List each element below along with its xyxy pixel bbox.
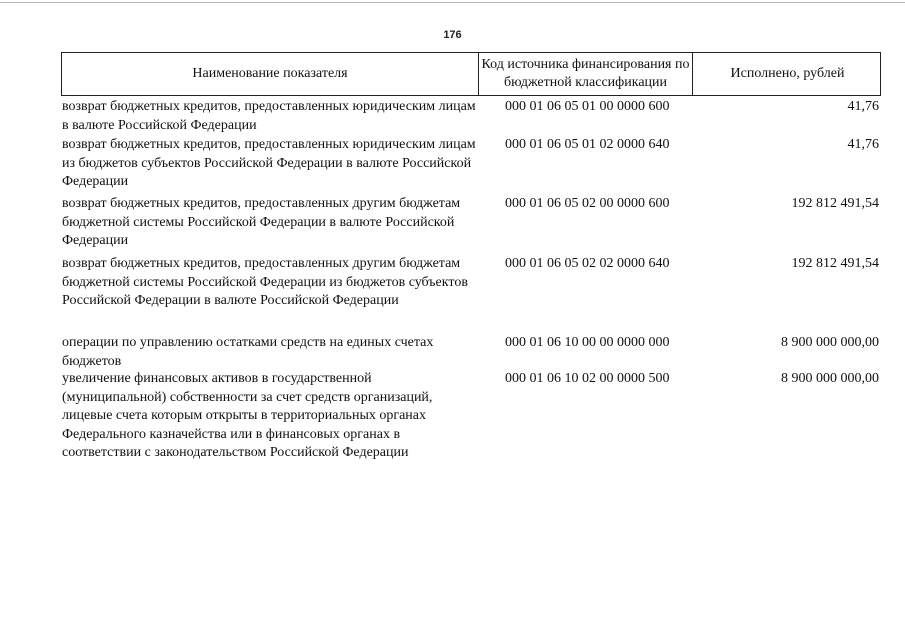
page-number: 176 [443, 29, 462, 41]
table-header [61, 52, 881, 96]
table-row [61, 255, 881, 334]
executed-amount: 192 812 491,54 [791, 256, 879, 271]
header-source-code: Код источника финансирования по бюджетной классификации [478, 53, 692, 95]
table-row [61, 98, 881, 136]
table-row [61, 370, 881, 470]
header-executed-amount: Исполнено, рублей [692, 53, 882, 95]
indicator-name: возврат бюджетных кредитов, предоставленных другим бюджетам бюджетной системы Российской Федерации в валюте Российской Федерации [62, 196, 461, 248]
table-row [61, 334, 881, 370]
table-row [61, 136, 881, 195]
executed-amount: 41,76 [847, 137, 879, 152]
scan-edge-line [0, 2, 905, 3]
indicator-name: возврат бюджетных кредитов, предоставленных юридическим лицам из бюджетов субъектов Российской Федерации в валюте Российской Федерации [62, 137, 476, 189]
executed-amount: 192 812 491,54 [791, 196, 879, 211]
executed-amount: 8 900 000 000,00 [781, 371, 879, 386]
source-code: 000 01 06 05 02 02 0000 640 [505, 256, 670, 271]
indicator-name: операции по управлению остатками средств на единых счетах бюджетов [62, 335, 434, 369]
table-row [61, 195, 881, 255]
source-code: 000 01 06 05 01 02 0000 640 [505, 137, 670, 152]
executed-amount: 8 900 000 000,00 [781, 335, 879, 350]
indicator-name: возврат бюджетных кредитов, предоставленных другим бюджетам бюджетной системы Российской Федерации из бюджетов субъектов Российской Федерации в валюте Российской Федерации [62, 256, 468, 308]
source-code: 000 01 06 05 01 00 0000 600 [505, 99, 670, 114]
source-code: 000 01 06 10 02 00 0000 500 [505, 371, 670, 386]
indicator-name: возврат бюджетных кредитов, предоставленных юридическим лицам в валюте Российской Федерации [62, 99, 476, 133]
indicator-name: увеличение финансовых активов в государственной (муниципальной) собственности за счет средств организаций, лицевые счета которым открыты в территориальных органах Федерального казначейства или в финансовых органах в соответствии с законодательством Российской Федерации [62, 371, 433, 460]
source-code: 000 01 06 05 02 00 0000 600 [505, 196, 670, 211]
executed-amount: 41,76 [847, 99, 879, 114]
budget-execution-table [61, 52, 881, 470]
source-code: 000 01 06 10 00 00 0000 000 [505, 335, 670, 350]
header-indicator-name: Наименование показателя [192, 66, 348, 81]
